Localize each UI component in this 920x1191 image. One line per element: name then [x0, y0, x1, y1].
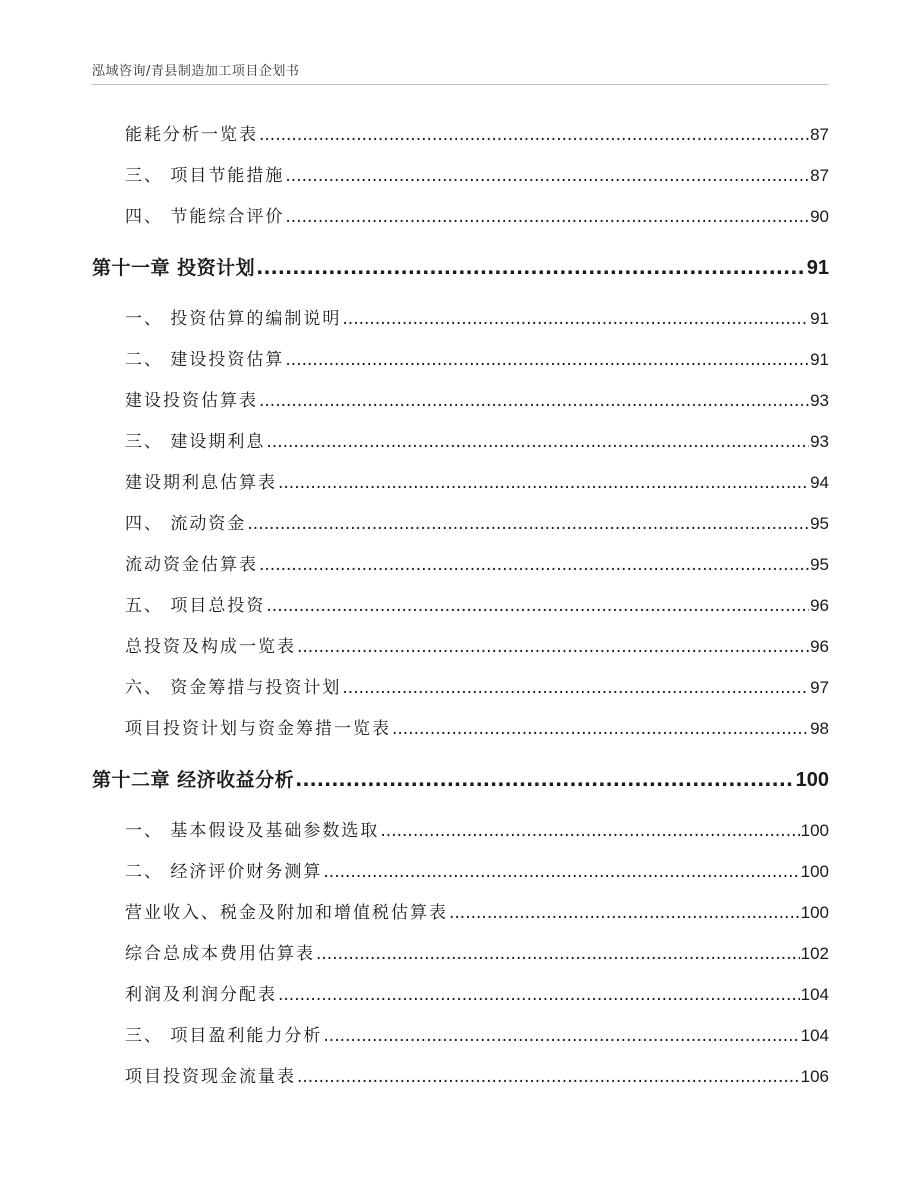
dot-leader — [285, 204, 809, 230]
toc-entry[interactable] — [125, 306, 829, 332]
dot-leader — [316, 941, 800, 967]
toc-entry-title: 利润及利润分配表 — [125, 985, 277, 1005]
toc-entry-page-number: 93 — [810, 391, 829, 410]
toc-entry[interactable] — [125, 511, 829, 537]
toc-entry-title: 二、 建设投资估算 — [125, 350, 285, 370]
dot-leader — [297, 1064, 800, 1090]
toc-entry[interactable] — [125, 982, 829, 1008]
toc-entry-page-number: 90 — [810, 207, 829, 226]
dot-leader — [342, 306, 809, 332]
toc-entry-title: 第十二章 经济收益分析 — [92, 769, 295, 791]
toc-entry-title: 流动资金估算表 — [125, 555, 258, 575]
toc-entry-page-number: 104 — [800, 1026, 829, 1045]
toc-entry[interactable] — [125, 429, 829, 455]
dot-leader — [449, 900, 800, 926]
dot-leader — [266, 593, 809, 619]
page-header: 泓域咨询/青县制造加工项目企划书 — [92, 64, 300, 79]
toc-entry-page-number: 87 — [810, 125, 829, 144]
toc-entry[interactable] — [125, 388, 829, 414]
toc-entry-page-number: 91 — [806, 257, 829, 279]
dot-leader — [323, 1023, 799, 1049]
toc-entry-title: 建设投资估算表 — [125, 391, 258, 411]
toc-entry-page-number: 91 — [810, 309, 829, 328]
toc-entry-page-number: 91 — [810, 350, 829, 369]
toc-entry-page-number: 98 — [810, 719, 829, 738]
dot-leader — [266, 429, 809, 455]
toc-entry[interactable] — [125, 859, 829, 885]
toc-entry[interactable] — [125, 818, 829, 844]
toc-entry-title: 项目投资现金流量表 — [125, 1067, 296, 1087]
toc-entry[interactable] — [125, 163, 829, 189]
toc-entry[interactable] — [125, 675, 829, 701]
dot-leader — [285, 163, 809, 189]
toc-entry-title: 一、 投资估算的编制说明 — [125, 309, 342, 329]
toc-entry[interactable] — [125, 634, 829, 660]
toc-entry-page-number: 100 — [795, 769, 829, 791]
toc-entry-title: 能耗分析一览表 — [125, 125, 258, 145]
dot-leader — [392, 716, 809, 742]
dot-leader — [278, 470, 809, 496]
toc-entry-title: 项目投资计划与资金筹措一览表 — [125, 719, 391, 739]
toc-entry-title: 三、 建设期利息 — [125, 432, 266, 452]
toc-entry[interactable] — [125, 941, 829, 967]
toc-entry-title: 营业收入、税金及附加和增值税估算表 — [125, 903, 448, 923]
toc-entry[interactable] — [125, 122, 829, 148]
toc-entry-page-number: 94 — [810, 473, 829, 492]
toc-entry-title: 四、 节能综合评价 — [125, 207, 285, 227]
dot-leader — [297, 634, 809, 660]
toc-entry-page-number: 97 — [810, 678, 829, 697]
dot-leader — [278, 982, 800, 1008]
toc-entry-page-number: 100 — [800, 862, 829, 881]
dot-leader — [247, 511, 809, 537]
toc-entry-page-number: 96 — [810, 596, 829, 615]
toc-entry-title: 六、 资金筹措与投资计划 — [125, 678, 342, 698]
dot-leader — [323, 859, 799, 885]
toc-entry[interactable] — [125, 716, 829, 742]
toc-entry-title: 第十一章 投资计划 — [92, 257, 256, 279]
toc-entry-page-number: 106 — [800, 1067, 829, 1086]
toc-entry-page-number: 95 — [810, 514, 829, 533]
toc-entry-page-number: 104 — [800, 985, 829, 1004]
toc-entry-page-number: 100 — [800, 821, 829, 840]
toc-entry-title: 四、 流动资金 — [125, 514, 247, 534]
toc-chapter-entry[interactable] — [92, 767, 829, 793]
toc-entry-title: 一、 基本假设及基础参数选取 — [125, 821, 380, 841]
toc-entry[interactable] — [125, 1064, 829, 1090]
toc-entry[interactable] — [125, 900, 829, 926]
toc-entry-title: 二、 经济评价财务测算 — [125, 862, 323, 882]
dot-leader — [256, 255, 806, 281]
dot-leader — [380, 818, 799, 844]
toc-entry[interactable] — [125, 552, 829, 578]
toc-entry-page-number: 100 — [800, 903, 829, 922]
dot-leader — [295, 767, 795, 793]
toc-entry-page-number: 96 — [810, 637, 829, 656]
toc-entry[interactable] — [125, 204, 829, 230]
toc-entry-title: 三、 项目盈利能力分析 — [125, 1026, 323, 1046]
toc-chapter-entry[interactable] — [92, 255, 829, 281]
toc-entry-page-number: 102 — [800, 944, 829, 963]
dot-leader — [259, 122, 809, 148]
toc-entry-page-number: 95 — [810, 555, 829, 574]
toc-entry-page-number: 87 — [810, 166, 829, 185]
toc-entry-title: 五、 项目总投资 — [125, 596, 266, 616]
toc-entry-title: 三、 项目节能措施 — [125, 166, 285, 186]
toc-entry-title: 总投资及构成一览表 — [125, 637, 296, 657]
toc-entry[interactable] — [125, 1023, 829, 1049]
toc-entry-page-number: 93 — [810, 432, 829, 451]
dot-leader — [259, 552, 809, 578]
toc-entry[interactable] — [125, 347, 829, 373]
dot-leader — [259, 388, 809, 414]
toc-entry[interactable] — [125, 593, 829, 619]
toc-entry-title: 建设期利息估算表 — [125, 473, 277, 493]
dot-leader — [342, 675, 809, 701]
toc-entry[interactable] — [125, 470, 829, 496]
toc-entry-title: 综合总成本费用估算表 — [125, 944, 315, 964]
dot-leader — [285, 347, 809, 373]
